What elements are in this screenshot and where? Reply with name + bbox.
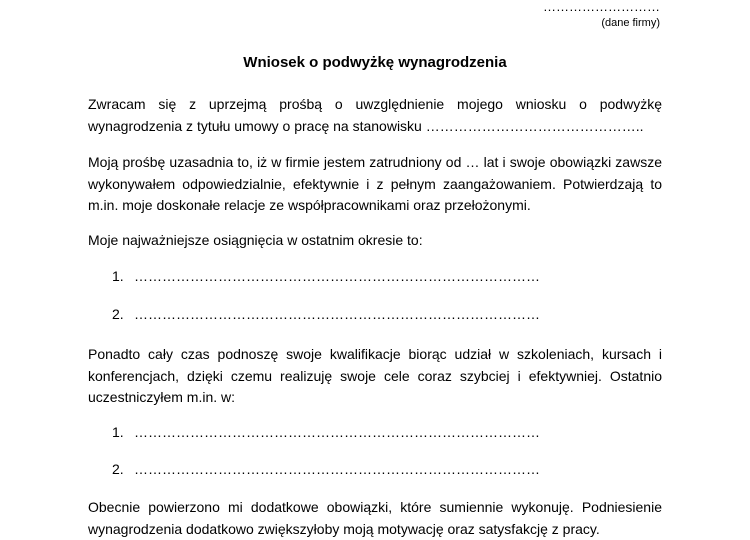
training-item [112, 461, 662, 477]
item-blank: …………………………………………………………………………… [134, 268, 540, 284]
company-dots: ……………………… [543, 0, 660, 14]
achievement-item [112, 268, 662, 284]
item-blank: …………………………………………………………………………… [134, 424, 540, 440]
item-blank: …………………………………………………………………………… [134, 306, 540, 322]
paragraph-qualifications: Ponadto cały czas podnoszę swoje kwalifikacje biorąc udział w szkoleniach, kursach i konferencjach, dzięki czemu realizuję swoje cele coraz szybciej i efektywniej. Ostatnio uczestniczyłem m.in. w: [88, 346, 662, 405]
training-item [112, 424, 662, 440]
achievement-item [112, 306, 662, 322]
item-number: 2. [112, 306, 124, 322]
company-label: (dane firmy) [601, 17, 660, 29]
document-title: Wniosek o podwyżkę wynagrodzenia [243, 54, 507, 71]
paragraph-closing: Obecnie powierzono mi dodatkowe obowiązki, które sumiennie wykonuję. Podniesienie wynagrodzenia dodatkowo zwiększyłoby moją motywację oraz satysfakcję z pracy. [88, 499, 662, 537]
paragraph-request: Zwracam się z uprzejmą prośbą o uwzględnienie mojego wniosku o podwyżkę wynagrodzenia z tytułu umowy o pracę na stanowisku ……………………………………….. [88, 96, 662, 134]
item-number: 1. [112, 268, 124, 284]
paragraph-justification: Moją prośbę uzasadnia to, iż w firmie jestem zatrudniony od … lat i swoje obowiązki zawsze wykonywałem odpowiedzialnie, efektywnie i z pełnym zaangażowaniem. Potwierdzają to m.in. moje doskonałe relacje ze współpracownikami oraz przełożonymi. [88, 154, 662, 213]
item-number: 2. [112, 461, 124, 477]
item-number: 1. [112, 424, 124, 440]
paragraph-achievements-intro: Moje najważniejsze osiągnięcia w ostatnim okresie to: [88, 232, 423, 248]
item-blank: …………………………………………………………………………… [134, 461, 540, 477]
